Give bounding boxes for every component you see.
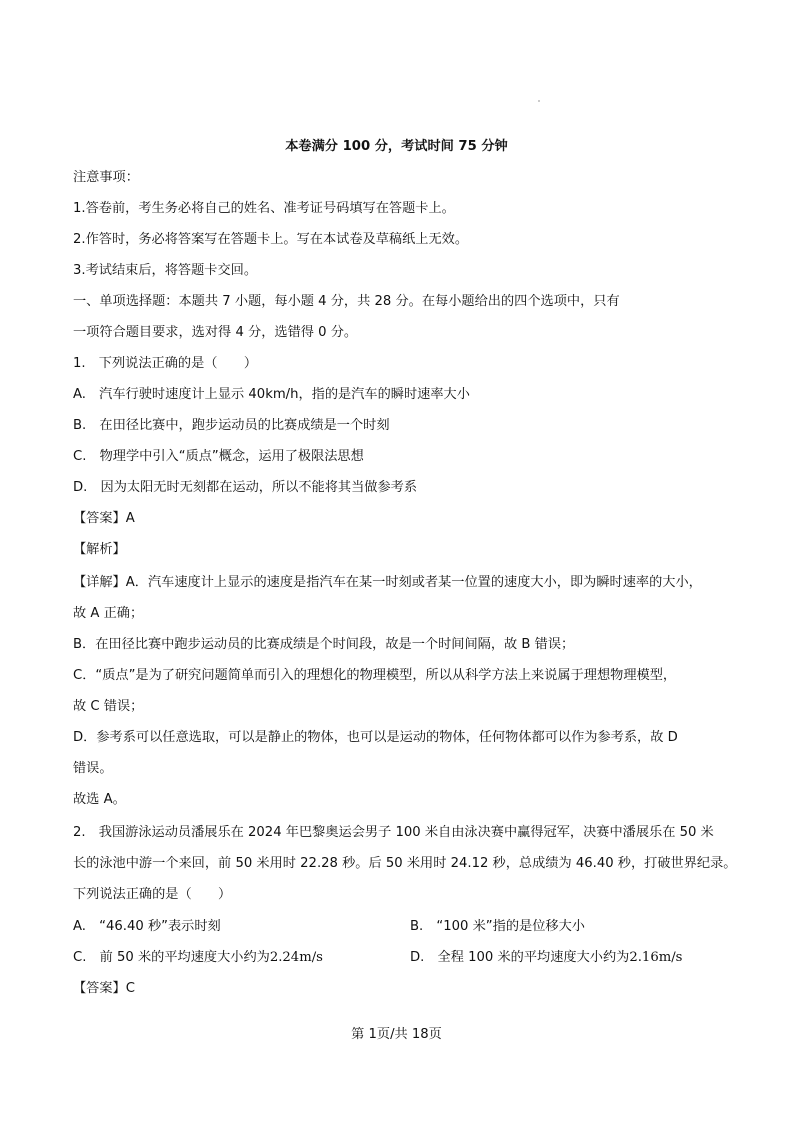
q1-stem: 1. 下列说法正确的是（ ） (73, 356, 258, 371)
q2-option-c: C. 前 50 米的平均速度大小约为2.24m/s (73, 950, 323, 965)
q1-analysis-label: 【解析】 (73, 542, 126, 557)
q2-options-row2 (73, 948, 773, 968)
note-item-1: 1.答卷前，考生务必将自己的姓名、准考证号码填写在答题卡上。 (73, 201, 455, 216)
section-heading-line2: 一项符合题目要求，选对得 4 分，选错得 0 分。 (73, 325, 358, 340)
q1-analysis-line: B．在田径比赛中跑步运动员的比赛成绩是个时间段，故是一个时间间隔，故 B 错误； (73, 637, 575, 652)
q2-stem-line3: 下列说法正确的是（ ） (73, 887, 232, 902)
q1-option-b: B. 在田径比赛中，跑步运动员的比赛成绩是一个时刻 (73, 418, 390, 433)
section-heading-line1: 一、单项选择题：本题共 7 小题，每小题 4 分，共 28 分。在每小题给出的四个选项中，只有 (73, 294, 620, 309)
q2-options-row1 (73, 917, 773, 937)
note-item-3: 3.考试结束后，将答题卡交回。 (73, 263, 258, 278)
q1-analysis-line: C．“质点”是为了研究问题简单而引入的理想化的物理模型，所以从科学方法上来说属于理想物理模型， (73, 668, 677, 683)
q2-stem-line2: 长的泳池中游一个来回，前 50 米用时 22.28 秒。后 50 米用时 24.12 秒，总成绩为 46.40 秒，打破世界纪录。 (73, 856, 737, 871)
q1-option-d: D. 因为太阳无时无刻都在运动，所以不能将其当做参考系 (73, 480, 418, 495)
q1-answer: 【答案】A (73, 511, 135, 526)
q2-stem-line1: 2. 我国游泳运动员潘展乐在 2024 年巴黎奥运会男子 100 米自由泳决赛中赢得冠军，决赛中潘展乐在 50 米 (73, 825, 714, 840)
q1-option-c: C. 物理学中引入“质点”概念，运用了极限法思想 (73, 449, 364, 464)
q1-analysis-line: 故 C 错误； (73, 699, 144, 714)
notes-title: 注意事项： (73, 170, 139, 185)
q2-option-a: A. “46.40 秒”表示时刻 (73, 919, 221, 934)
q1-analysis-line: 故 A 正确； (73, 606, 144, 621)
exam-info: 本卷满分 100 分，考试时间 75 分钟 (285, 139, 508, 154)
note-item-2: 2.作答时，务必将答案写在答题卡上。写在本试卷及草稿纸上无效。 (73, 232, 469, 247)
q1-analysis-line: 错误。 (73, 761, 113, 776)
q2-option-c-value: 2.24m/s (269, 950, 323, 965)
q1-conclusion: 故选 A。 (73, 792, 126, 807)
page-footer: 第 1页/共 18页 (351, 1027, 442, 1042)
scan-dot (538, 100, 540, 102)
q1-analysis-line: 【详解】A．汽车速度计上显示的速度是指汽车在某一时刻或者某一位置的速度大小，即为瞬时速率的大小， (73, 575, 702, 590)
q2-option-d: D. 全程 100 米的平均速度大小约为2.16m/s (410, 950, 683, 965)
q1-analysis-line: D．参考系可以任意选取，可以是静止的物体，也可以是运动的物体，任何物体都可以作为参考系，故 D (73, 730, 678, 745)
q2-answer: 【答案】C (73, 981, 135, 996)
q2-option-b: B. “100 米”指的是位移大小 (410, 919, 585, 934)
q1-option-a: A. 汽车行驶时速度计上显示 40km/h，指的是汽车的瞬时速率大小 (73, 387, 470, 402)
q2-option-d-value: 2.16m/s (629, 950, 683, 965)
